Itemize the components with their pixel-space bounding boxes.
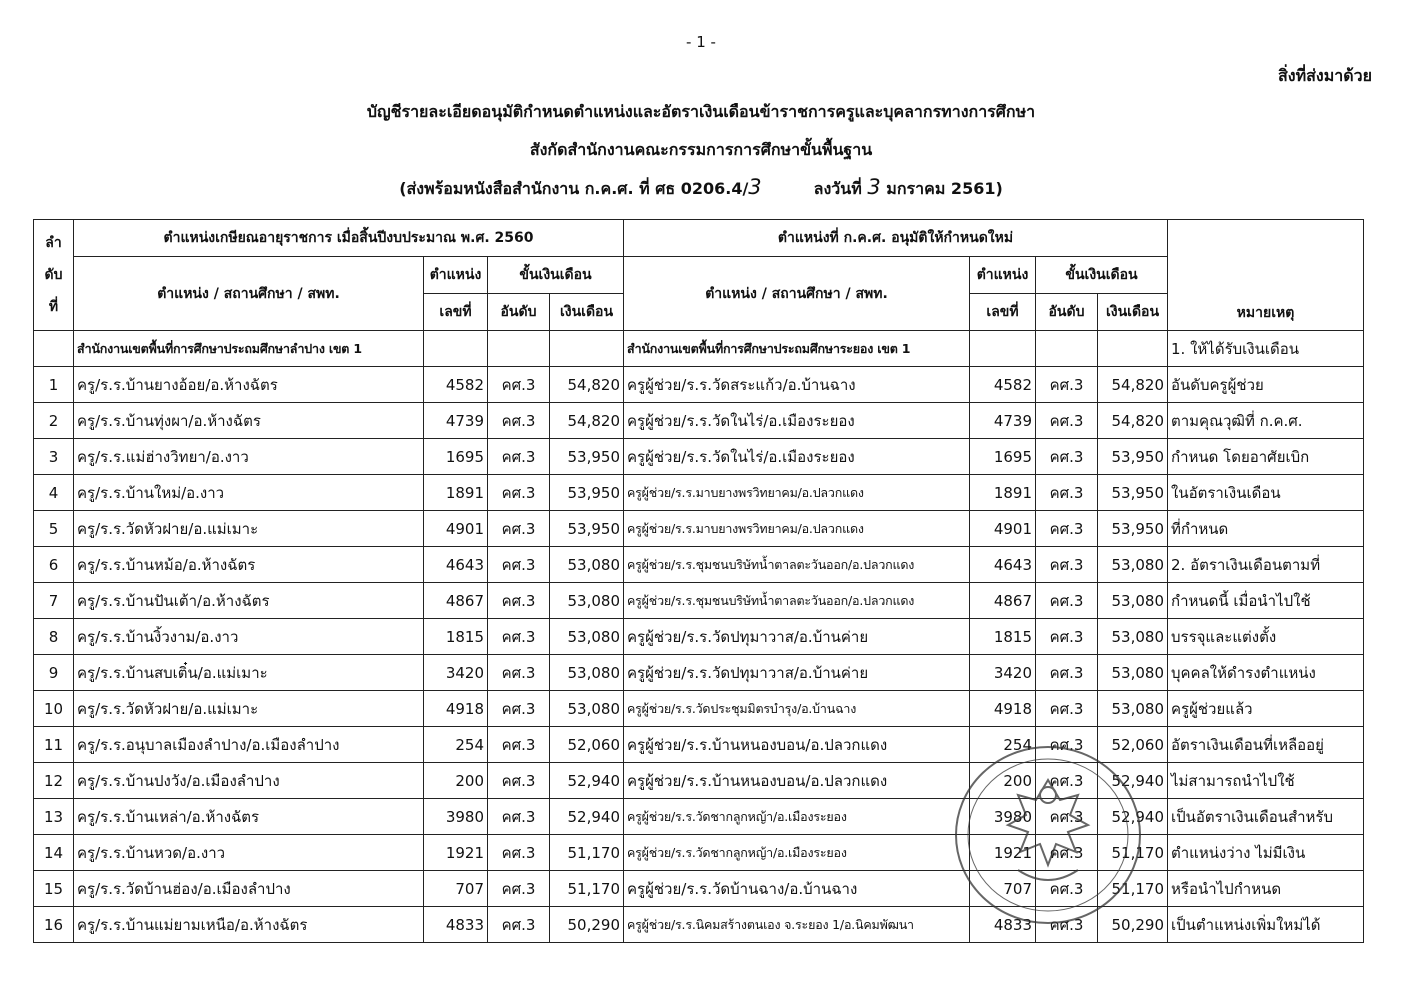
new-rank-cell: คศ.3: [1036, 835, 1098, 871]
new-position-number-cell: 4901: [970, 511, 1036, 547]
new-position-cell: ครูผู้ช่วย/ร.ร.วัดปทุมาวาส/อ.บ้านค่าย: [624, 655, 970, 691]
new-position-cell: ครูผู้ช่วย/ร.ร.ชุมชนบริษัทน้ำตาลตะวันออก/อ.ปลวกแดง: [624, 547, 970, 583]
old-salary-cell: 53,080: [550, 547, 624, 583]
new-rank-cell: คศ.3: [1036, 655, 1098, 691]
header-no: ลำ ดับ ที่: [34, 220, 74, 331]
table-row: [34, 691, 1364, 727]
document-subtitle: สังกัดสำนักงานคณะกรรมการการศึกษาขั้นพื้นฐาน: [529, 140, 873, 159]
old-position-number-cell: 4739: [424, 403, 488, 439]
old-position-number-cell: 1815: [424, 619, 488, 655]
new-salary-cell: 54,820: [1098, 403, 1168, 439]
old-salary-cell: 52,060: [550, 727, 624, 763]
table-row: [34, 367, 1364, 403]
new-rank-cell: คศ.3: [1036, 619, 1098, 655]
header-old-group: ตำแหน่งเกษียณอายุราชการ เมื่อสิ้นปีงบประมาณ พ.ศ. 2560: [74, 220, 624, 257]
new-position-number-cell: 4867: [970, 583, 1036, 619]
remark-cell: บุคคลให้ดำรงตำแหน่ง: [1168, 655, 1364, 691]
new-rank-cell: คศ.3: [1036, 799, 1098, 835]
remark-cell: หรือนำไปกำหนด: [1168, 871, 1364, 907]
new-position-cell: ครูผู้ช่วย/ร.ร.วัดปทุมาวาส/อ.บ้านค่าย: [624, 619, 970, 655]
new-position-cell: ครูผู้ช่วย/ร.ร.วัดบ้านฉาง/อ.บ้านฉาง: [624, 871, 970, 907]
old-position-cell: ครู/ร.ร.วัดหัวฝาย/อ.แม่เมาะ: [74, 691, 424, 727]
no-cell: 4: [34, 475, 74, 511]
new-position-cell: ครูผู้ช่วย/ร.ร.บ้านหนองบอน/อ.ปลวกแดง: [624, 727, 970, 763]
old-position-cell: ครู/ร.ร.บ้านทุ่งผา/อ.ห้างฉัตร: [74, 403, 424, 439]
new-salary-cell: 53,080: [1098, 619, 1168, 655]
remark-cell: 2. อัตราเงินเดือนตามที่: [1168, 547, 1364, 583]
old-rank-cell: คศ.3: [488, 835, 550, 871]
old-rank-cell: คศ.3: [488, 871, 550, 907]
new-salary-cell: 51,170: [1098, 835, 1168, 871]
table-row: [34, 655, 1364, 691]
old-salary-cell: 52,940: [550, 799, 624, 835]
reference-date-label: ลงวันที่: [813, 179, 862, 198]
new-position-number-cell: 1815: [970, 619, 1036, 655]
header-new-rank: อันดับ: [1036, 294, 1098, 331]
reference-day: 3: [867, 175, 881, 199]
new-salary-cell: 50,290: [1098, 907, 1168, 943]
old-position-cell: ครู/ร.ร.บ้านสบเติ๋น/อ.แม่เมาะ: [74, 655, 424, 691]
new-position-cell: ครูผู้ช่วย/ร.ร.มาบยางพรวิทยาคม/อ.ปลวกแดง: [624, 475, 970, 511]
old-rank-cell: คศ.3: [488, 763, 550, 799]
document-title: บัญชีรายละเอียดอนุมัติกำหนดตำแหน่งและอัตราเงินเดือนข้าราชการครูและบุคลากรทางการศึกษา: [366, 102, 1036, 121]
new-rank-cell: คศ.3: [1036, 583, 1098, 619]
old-position-number-cell: 4901: [424, 511, 488, 547]
new-position-number-cell: 200: [970, 763, 1036, 799]
old-rank-cell: คศ.3: [488, 655, 550, 691]
old-position-number-cell: 4582: [424, 367, 488, 403]
old-position-cell: ครู/ร.ร.แม่ฮ่างวิทยา/อ.งาว: [74, 439, 424, 475]
table-row: [34, 907, 1364, 943]
new-salary-cell: 53,080: [1098, 655, 1168, 691]
new-position-number-cell: 4643: [970, 547, 1036, 583]
remark-cell: กำหนด โดยอาศัยเบิก: [1168, 439, 1364, 475]
old-position-cell: ครู/ร.ร.บ้านปงวัง/อ.เมืองลำปาง: [74, 763, 424, 799]
old-salary-cell: 53,950: [550, 475, 624, 511]
new-position-cell: ครูผู้ช่วย/ร.ร.บ้านหนองบอน/อ.ปลวกแดง: [624, 763, 970, 799]
new-position-cell: ครูผู้ช่วย/ร.ร.มาบยางพรวิทยาคม/อ.ปลวกแดง: [624, 511, 970, 547]
new-position-cell: ครูผู้ช่วย/ร.ร.ชุมชนบริษัทน้ำตาลตะวันออก/อ.ปลวกแดง: [624, 583, 970, 619]
header-old-position: ตำแหน่ง / สถานศึกษา / สพท.: [74, 257, 424, 331]
new-rank-cell: คศ.3: [1036, 511, 1098, 547]
old-position-cell: ครู/ร.ร.บ้านเหล่า/อ.ห้างฉัตร: [74, 799, 424, 835]
old-rank-cell: คศ.3: [488, 583, 550, 619]
old-rank-cell: คศ.3: [488, 511, 550, 547]
table-row: [34, 799, 1364, 835]
new-rank-cell: คศ.3: [1036, 727, 1098, 763]
old-salary-cell: 53,080: [550, 583, 624, 619]
remark-cell: บรรจุและแต่งตั้ง: [1168, 619, 1364, 655]
new-salary-cell: 52,940: [1098, 763, 1168, 799]
new-position-number-cell: 3420: [970, 655, 1036, 691]
old-salary-cell: 50,290: [550, 907, 624, 943]
new-rank-cell: คศ.3: [1036, 871, 1098, 907]
table-row: [34, 763, 1364, 799]
new-rank-cell: คศ.3: [1036, 907, 1098, 943]
no-cell: 12: [34, 763, 74, 799]
table-row: [34, 403, 1364, 439]
table-row: [34, 511, 1364, 547]
remark-cell: ในอัตราเงินเดือน: [1168, 475, 1364, 511]
old-position-number-cell: 1891: [424, 475, 488, 511]
old-salary-cell: 52,940: [550, 763, 624, 799]
table-row: [34, 619, 1364, 655]
no-cell: 8: [34, 619, 74, 655]
old-position-cell: ครู/ร.ร.บ้านยางอ้อย/อ.ห้างฉัตร: [74, 367, 424, 403]
table-row: [34, 547, 1364, 583]
page-number: - 1 -: [686, 33, 716, 51]
old-rank-cell: คศ.3: [488, 547, 550, 583]
remark-cell: 1. ให้ได้รับเงินเดือน: [1168, 331, 1364, 367]
header-new-salary-group: ขั้นเงินเดือน: [1036, 257, 1168, 294]
no-cell: 16: [34, 907, 74, 943]
new-position-number-cell: 4918: [970, 691, 1036, 727]
old-salary-cell: 51,170: [550, 871, 624, 907]
no-cell: 5: [34, 511, 74, 547]
no-cell: 7: [34, 583, 74, 619]
new-position-cell: ครูผู้ช่วย/ร.ร.วัดชากลูกหญ้า/อ.เมืองระยอง: [624, 835, 970, 871]
reference-doc-number: 3: [748, 175, 762, 199]
no-cell: 9: [34, 655, 74, 691]
new-position-cell: ครูผู้ช่วย/ร.ร.วัดในไร่/อ.เมืองระยอง: [624, 439, 970, 475]
remark-cell: ตำแหน่งว่าง ไม่มีเงิน: [1168, 835, 1364, 871]
old-rank-cell: คศ.3: [488, 691, 550, 727]
table-row: [34, 583, 1364, 619]
header-old-pos-no-2: เลขที่: [424, 294, 488, 331]
remark-cell: อัตราเงินเดือนที่เหลืออยู่: [1168, 727, 1364, 763]
new-rank-cell: คศ.3: [1036, 547, 1098, 583]
old-position-number-cell: 254: [424, 727, 488, 763]
no-cell: 11: [34, 727, 74, 763]
new-salary-cell: 53,080: [1098, 547, 1168, 583]
new-position-cell: ครูผู้ช่วย/ร.ร.วัดสระแก้ว/อ.บ้านฉาง: [624, 367, 970, 403]
no-cell: 6: [34, 547, 74, 583]
old-position-number-cell: 4833: [424, 907, 488, 943]
remark-cell: อันดับครูผู้ช่วย: [1168, 367, 1364, 403]
new-salary-cell: 53,080: [1098, 691, 1168, 727]
old-position-cell: ครู/ร.ร.บ้านแม่ยามเหนือ/อ.ห้างฉัตร: [74, 907, 424, 943]
old-salary-cell: 53,950: [550, 511, 624, 547]
old-rank-cell: คศ.3: [488, 367, 550, 403]
document-reference: [0, 175, 1402, 202]
new-salary-cell: 53,950: [1098, 475, 1168, 511]
new-rank-cell: คศ.3: [1036, 403, 1098, 439]
old-position-cell: ครู/ร.ร.วัดหัวฝาย/อ.แม่เมาะ: [74, 511, 424, 547]
new-position-number-cell: 707: [970, 871, 1036, 907]
table-row: [34, 871, 1364, 907]
old-salary-cell: 53,080: [550, 619, 624, 655]
no-cell: 10: [34, 691, 74, 727]
header-new-group: ตำแหน่งที่ ก.ค.ศ. อนุมัติให้กำหนดใหม่: [624, 220, 1168, 257]
new-position-cell: ครูผู้ช่วย/ร.ร.นิคมสร้างตนเอง จ.ระยอง 1/อ.นิคมพัฒนา: [624, 907, 970, 943]
remark-cell: เป็นตำแหน่งเพิ่มใหม่ได้: [1168, 907, 1364, 943]
old-position-number-cell: 4918: [424, 691, 488, 727]
old-rank-cell: คศ.3: [488, 799, 550, 835]
office-row: [34, 331, 1364, 367]
old-position-cell: ครู/ร.ร.บ้านหม้อ/อ.ห้างฉัตร: [74, 547, 424, 583]
remark-cell: ที่กำหนด: [1168, 511, 1364, 547]
header-old-salary-group: ขั้นเงินเดือน: [488, 257, 624, 294]
new-position-cell: ครูผู้ช่วย/ร.ร.วัดในไร่/อ.เมืองระยอง: [624, 403, 970, 439]
old-position-cell: ครู/ร.ร.บ้านงิ้วงาม/อ.งาว: [74, 619, 424, 655]
old-rank-cell: คศ.3: [488, 403, 550, 439]
old-salary-cell: 53,080: [550, 691, 624, 727]
table-row: [34, 439, 1364, 475]
table-row: [34, 727, 1364, 763]
old-position-number-cell: 4643: [424, 547, 488, 583]
no-cell: 2: [34, 403, 74, 439]
no-cell: 13: [34, 799, 74, 835]
header-new-salary: เงินเดือน: [1098, 294, 1168, 331]
table-row: [34, 475, 1364, 511]
old-rank-cell: คศ.3: [488, 907, 550, 943]
new-position-cell: ครูผู้ช่วย/ร.ร.วัดชากลูกหญ้า/อ.เมืองระยอง: [624, 799, 970, 835]
old-rank-cell: คศ.3: [488, 619, 550, 655]
old-position-number-cell: 1921: [424, 835, 488, 871]
old-rank-cell: คศ.3: [488, 475, 550, 511]
new-position-number-cell: 4739: [970, 403, 1036, 439]
old-rank-cell: คศ.3: [488, 727, 550, 763]
new-rank-cell: คศ.3: [1036, 439, 1098, 475]
old-position-number-cell: 707: [424, 871, 488, 907]
old-position-cell: ครู/ร.ร.บ้านใหม่/อ.งาว: [74, 475, 424, 511]
new-salary-cell: 53,950: [1098, 439, 1168, 475]
header-new-position: ตำแหน่ง / สถานศึกษา / สพท.: [624, 257, 970, 331]
reference-prefix: (ส่งพร้อมหนังสือสำนักงาน ก.ค.ศ. ที่ ศธ 0206.4/: [399, 179, 749, 198]
old-position-cell: ครู/ร.ร.บ้านหวด/อ.งาว: [74, 835, 424, 871]
old-salary-cell: 51,170: [550, 835, 624, 871]
positions-table: [33, 219, 1364, 943]
new-position-number-cell: 4833: [970, 907, 1036, 943]
reference-month-year: มกราคม 2561): [886, 179, 1003, 198]
no-cell: 14: [34, 835, 74, 871]
new-salary-cell: 52,940: [1098, 799, 1168, 835]
header-remark: หมายเหตุ: [1168, 220, 1364, 331]
new-salary-cell: 54,820: [1098, 367, 1168, 403]
new-rank-cell: คศ.3: [1036, 367, 1098, 403]
header-new-pos-no-1: ตำแหน่ง: [970, 257, 1036, 294]
new-position-number-cell: 254: [970, 727, 1036, 763]
old-position-number-cell: 1695: [424, 439, 488, 475]
new-salary-cell: 53,950: [1098, 511, 1168, 547]
remark-cell: ไม่สามารถนำไปใช้: [1168, 763, 1364, 799]
new-position-number-cell: 3980: [970, 799, 1036, 835]
old-position-number-cell: 3980: [424, 799, 488, 835]
old-rank-cell: คศ.3: [488, 439, 550, 475]
new-position-number-cell: 1921: [970, 835, 1036, 871]
no-cell: 3: [34, 439, 74, 475]
old-position-cell: ครู/ร.ร.วัดบ้านฮ่อง/อ.เมืองลำปาง: [74, 871, 424, 907]
old-salary-cell: 54,820: [550, 403, 624, 439]
old-position-cell: ครู/ร.ร.อนุบาลเมืองลำปาง/อ.เมืองลำปาง: [74, 727, 424, 763]
old-position-number-cell: 3420: [424, 655, 488, 691]
new-position-cell: ครูผู้ช่วย/ร.ร.วัดประชุมมิตรบำรุง/อ.บ้านฉาง: [624, 691, 970, 727]
old-salary-cell: 54,820: [550, 367, 624, 403]
new-position-number-cell: 1891: [970, 475, 1036, 511]
header-old-salary: เงินเดือน: [550, 294, 624, 331]
header-new-pos-no-2: เลขที่: [970, 294, 1036, 331]
remark-cell: กำหนดนี้ เมื่อนำไปใช้: [1168, 583, 1364, 619]
old-office: สำนักงานเขตพื้นที่การศึกษาประถมศึกษาลำปาง เขต 1: [74, 331, 424, 367]
new-salary-cell: 52,060: [1098, 727, 1168, 763]
old-position-number-cell: 4867: [424, 583, 488, 619]
header-old-rank: อันดับ: [488, 294, 550, 331]
no-cell: 1: [34, 367, 74, 403]
new-rank-cell: คศ.3: [1036, 763, 1098, 799]
remark-cell: ครูผู้ช่วยแล้ว: [1168, 691, 1364, 727]
header-old-pos-no-1: ตำแหน่ง: [424, 257, 488, 294]
enclosure-label: สิ่งที่ส่งมาด้วย: [1278, 66, 1372, 85]
remark-cell: ตามคุณวุฒิที่ ก.ค.ศ.: [1168, 403, 1364, 439]
new-position-number-cell: 4582: [970, 367, 1036, 403]
new-office: สำนักงานเขตพื้นที่การศึกษาประถมศึกษาระยอง เขต 1: [624, 331, 970, 367]
remark-cell: เป็นอัตราเงินเดือนสำหรับ: [1168, 799, 1364, 835]
new-salary-cell: 53,080: [1098, 583, 1168, 619]
old-salary-cell: 53,080: [550, 655, 624, 691]
old-position-number-cell: 200: [424, 763, 488, 799]
new-rank-cell: คศ.3: [1036, 691, 1098, 727]
old-position-cell: ครู/ร.ร.บ้านปันเต้า/อ.ห้างฉัตร: [74, 583, 424, 619]
new-salary-cell: 51,170: [1098, 871, 1168, 907]
new-rank-cell: คศ.3: [1036, 475, 1098, 511]
table-row: [34, 835, 1364, 871]
new-position-number-cell: 1695: [970, 439, 1036, 475]
no-cell: 15: [34, 871, 74, 907]
old-salary-cell: 53,950: [550, 439, 624, 475]
